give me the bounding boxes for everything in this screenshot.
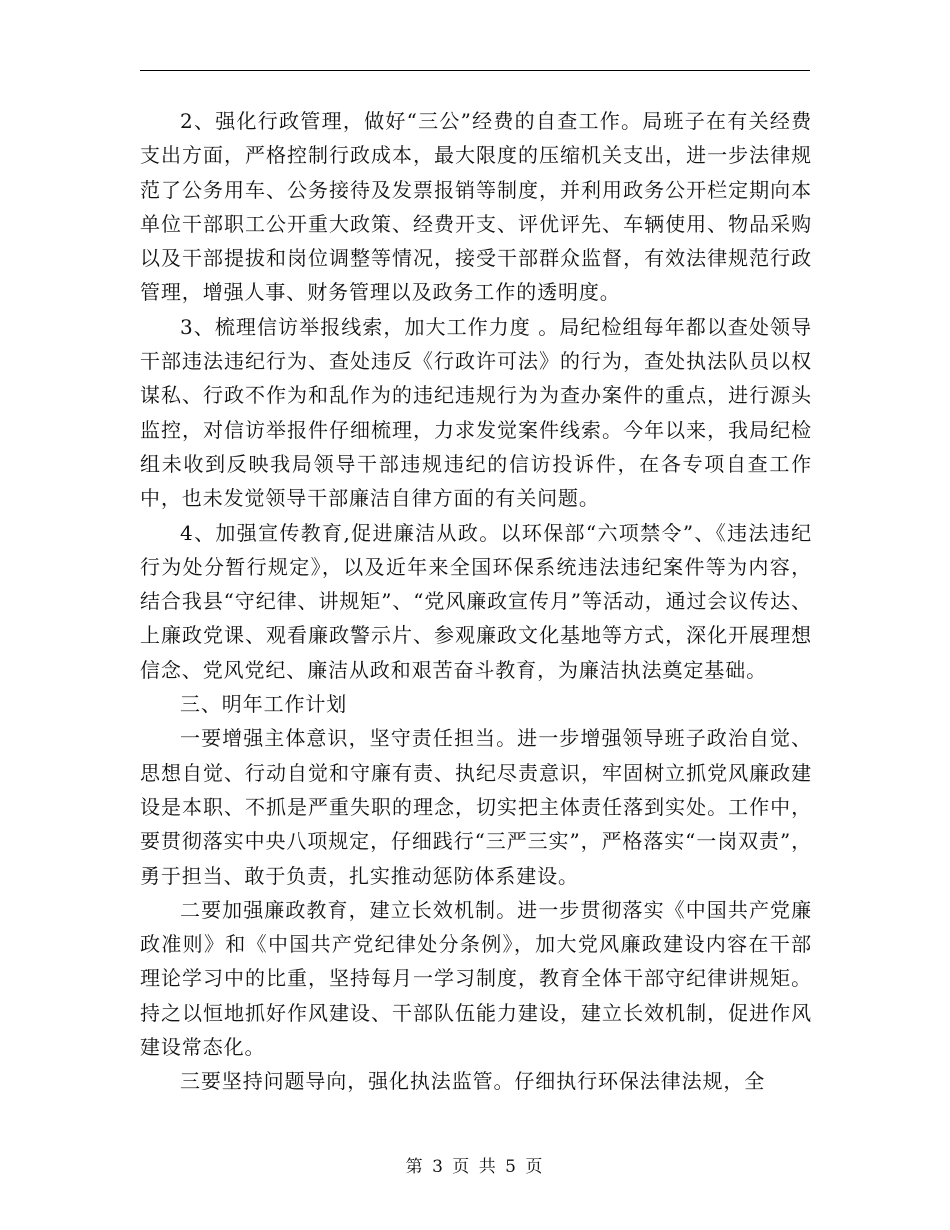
page-footer: 第 3 页 共 5 页	[405, 1157, 545, 1177]
header-rule	[140, 70, 810, 71]
paragraph-plan-2: 二要加强廉政教育，建立长效机制。进一步贯彻落实《中国共产党廉政准则》和《中国共产党纪律处分条例》，加大党风廉政建设内容在干部理论学习中的比重，坚持每月一学习制度，教育全体干部守纪律讲规矩。持之以恒地抓好作风建设、干部队伍能力建设，建立长效机制，促进作风建设常态化。	[140, 897, 812, 1060]
paragraph-item-3: 3、梳理信访举报线索，加大工作力度 。局纪检组每年都以查处领导干部违法违纪行为、查处违反《行政许可法》的行为，查处执法队员以权谋私、行政不作为和乱作为的违纪违规行为为查办案件的重点，进行源头监控，对信访举报件仔细梳理，力求发觉案件线索。今年以来，我局纪检组未收到反映我局领导干部违规违纪的信访投诉件，在各专项自查工作中，也未发觉领导干部廉洁自律方面的有关问题。	[140, 314, 812, 511]
document-body	[140, 104, 812, 1099]
section-heading-next-year-plan: 三、明年工作计划	[180, 692, 348, 717]
paragraph-item-4: 4、加强宣传教育,促进廉洁从政。以环保部“六项禁令”、《违法违纪行为处分暂行规定》，以及近年来全国环保系统违法违纪案件等为内容，结合我县“守纪律、讲规矩”、“党风廉政宣传月”等活动，通过会议传达、上廉政党课、观看廉政警示片、参观廉政文化基地等方式，深化开展理想信念、党风党纪、廉洁从政和艰苦奋斗教育，为廉洁执法奠定基础。	[140, 520, 812, 682]
paragraph-plan-1: 一要增强主体意识，坚守责任担当。进一步增强领导班子政治自觉、思想自觉、行动自觉和守廉有责、执纪尽责意识，牢固树立抓党风廉政建设是本职、不抓是严重失职的理念，切实把主体责任落到实处。工作中，要贯彻落实中央八项规定，仔细践行“三严三实”，严格落实“一岗双责”，勇于担当、敢于负责，扎实推动惩防体系建设。	[140, 726, 812, 888]
paragraph-item-2: 2、强化行政管理，做好“三公”经费的自查工作。局班子在有关经费支出方面，严格控制行政成本，最大限度的压缩机关支出，进一步法律规范了公务用车、公务接待及发票报销等制度，并利用政务公开栏定期向本单位干部职工公开重大政策、经费开支、评优评先、车辆使用、物品采购以及干部提拔和岗位调整等情况，接受干部群众监督，有效法律规范行政管理，增强人事、财务管理以及政务工作的透明度。	[140, 109, 812, 305]
paragraph-plan-3: 三要坚持问题导向，强化执法监管。仔细执行环保法律法规，全	[180, 1069, 766, 1094]
